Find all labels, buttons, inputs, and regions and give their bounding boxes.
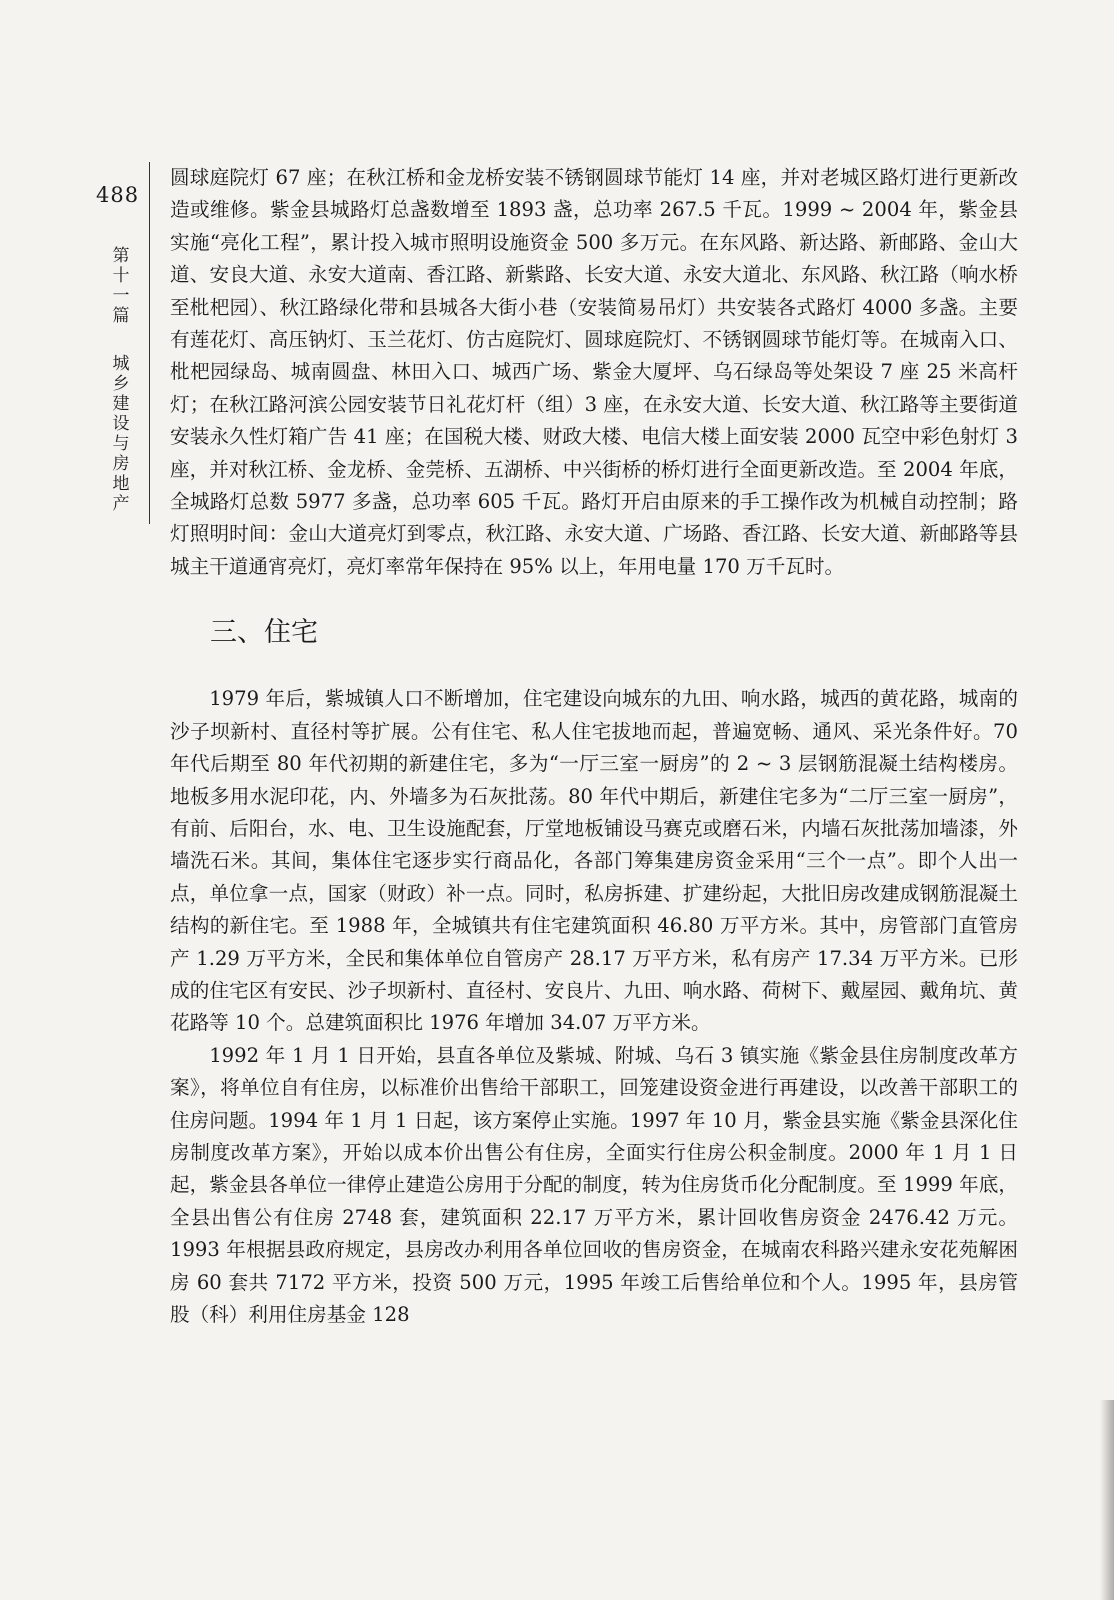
paragraph-continued: 圆球庭院灯 67 座；在秋江桥和金龙桥安装不锈钢圆球节能灯 14 座，并对老城区路灯进行更新改造或维修。紫金县城路灯总盏数增至 1893 盏，总功率 267.5 千瓦。1999 ~ 2004 年，紫金县实施“亮化工程”，累计投入城市照明设施资金 500 多万元。在东风路、新达路、新邮路、金山大道、安良大道、永安大道南、香江路、新紫路、长安大道、永安大道北、东风路、秋江路（响水桥至枇杷园）、秋江路绿化带和县城各大街小巷（安装简易吊灯）共安装各式路灯 4000 多盏。主要有莲花灯、高压钠灯、玉兰花灯、仿古庭院灯、圆球庭院灯、不锈钢圆球节能灯等。在城南入口、枇杷园绿岛、城南圆盘、林田入口、城西广场、紫金大厦坪、乌石绿岛等处架设 7 座 25 米高杆灯；在秋江路河滨公园安装节日礼花灯杆（组）3 座，在永安大道、长安大道、秋江路等主要街道安装永久性灯箱广告 41 座；在国税大楼、财政大楼、电信大楼上面安装 2000 瓦空中彩色射灯 3 座，并对秋江桥、金龙桥、金莞桥、五湖桥、中兴街桥的桥灯进行全面更新改造。至 2004 年底，全城路灯总数 5977 多盏，总功率 605 千瓦。路灯开启由原来的手工操作改为机械自动控制；路灯照明时间：金山大道亮灯到零点，秋江路、永安大道、广场路、香江路、长安大道、新邮路等县城主干道通宵亮灯，亮灯率常年保持在 95% 以上，年用电量 170 万千瓦时。 — [170, 166, 1018, 578]
running-head-part — [108, 246, 134, 326]
section-paragraph: 1979 年后，紫城镇人口不断增加，住宅建设向城东的九田、响水路，城西的黄花路，城南的沙子坝新村、直径村等扩展。公有住宅、私人住宅拔地而起，普遍宽畅、通风、采光条件好。70 年代后期至 80 年代初期的新建住宅，多为“一厅三室一厨房”的 2 ~ 3 层钢筋混凝土结构楼房。地板多用水泥印花，内、外墙多为石灰批荡。80 年代中期后，新建住宅多为“二厅三室一厨房”，有前、后阳台，水、电、卫生设施配套，厅堂地板铺设马赛克或磨石米，内墙石灰批荡加墙漆，外墙洗石米。其间，集体住宅逐步实行商品化，各部门筹集建房资金采用“三个一点”。即个人出一点，单位拿一点，国家（财政）补一点。同时，私房拆建、扩建纷起，大批旧房改建成钢筋混凝土结构的新住宅。至 1988 年，全城镇共有住宅建筑面积 46.80 万平方米。其中，房管部门直管房产 1.29 万平方米，全民和集体单位自管房产 28.17 万平方米，私有房产 17.34 万平方米。已形成的住宅区有安民、沙子坝新村、直径村、安良片、九田、响水路、荷树下、戴屋园、戴角坑、黄花路等 10 个。总建筑面积比 1976 年增加 34.07 万平方米。 — [170, 687, 1018, 1035]
running-head-chapter — [108, 354, 134, 514]
page-body — [170, 162, 1018, 1331]
scan-edge-shadow — [1100, 1400, 1114, 1600]
running-head-char: 与 — [112, 434, 130, 454]
running-head-char: 地 — [112, 474, 130, 494]
page-number: 488 — [96, 183, 140, 207]
running-head-char: 城 — [112, 354, 130, 374]
running-head-char: 产 — [112, 494, 130, 514]
running-head — [108, 246, 134, 514]
running-head-char: 乡 — [112, 374, 130, 394]
running-head-char: 建 — [112, 394, 130, 414]
running-head-char: 十 — [112, 266, 130, 286]
section-paragraph: 1992 年 1 月 1 日开始，县直各单位及紫城、附城、乌石 3 镇实施《紫金县住房制度改革方案》，将单位自有住房，以标准价出售给干部职工，回笼建设资金进行再建设，以改善干部职工的住房问题。1994 年 1 月 1 日起，该方案停止实施。1997 年 10 月，紫金县实施《紫金县深化住房制度改革方案》，开始以成本价出售公有住房，全面实行住房公积金制度。2000 年 1 月 1 日起，紫金县各单位一律停止建造公房用于分配的制度，转为住房货币化分配制度。至 1999 年底，全县出售公有住房 2748 套，建筑面积 22.17 万平方米，累计回收售房资金 2476.42 万元。1993 年根据县政府规定，县房改办利用各单位回收的售房资金，在城南农科路兴建永安花苑解困房 60 套共 7172 平方米，投资 500 万元，1995 年竣工后售给单位和个人。1995 年，县房管股（科）利用住房基金 128 — [170, 1043, 1018, 1326]
running-head-char: 房 — [112, 454, 130, 474]
running-head-char: 第 — [112, 246, 130, 266]
running-head-char: 篇 — [112, 306, 130, 326]
margin-divider — [149, 162, 150, 524]
running-head-char: 一 — [112, 286, 130, 306]
section-heading: 三、住宅 — [210, 617, 318, 649]
running-head-char: 设 — [112, 414, 130, 434]
